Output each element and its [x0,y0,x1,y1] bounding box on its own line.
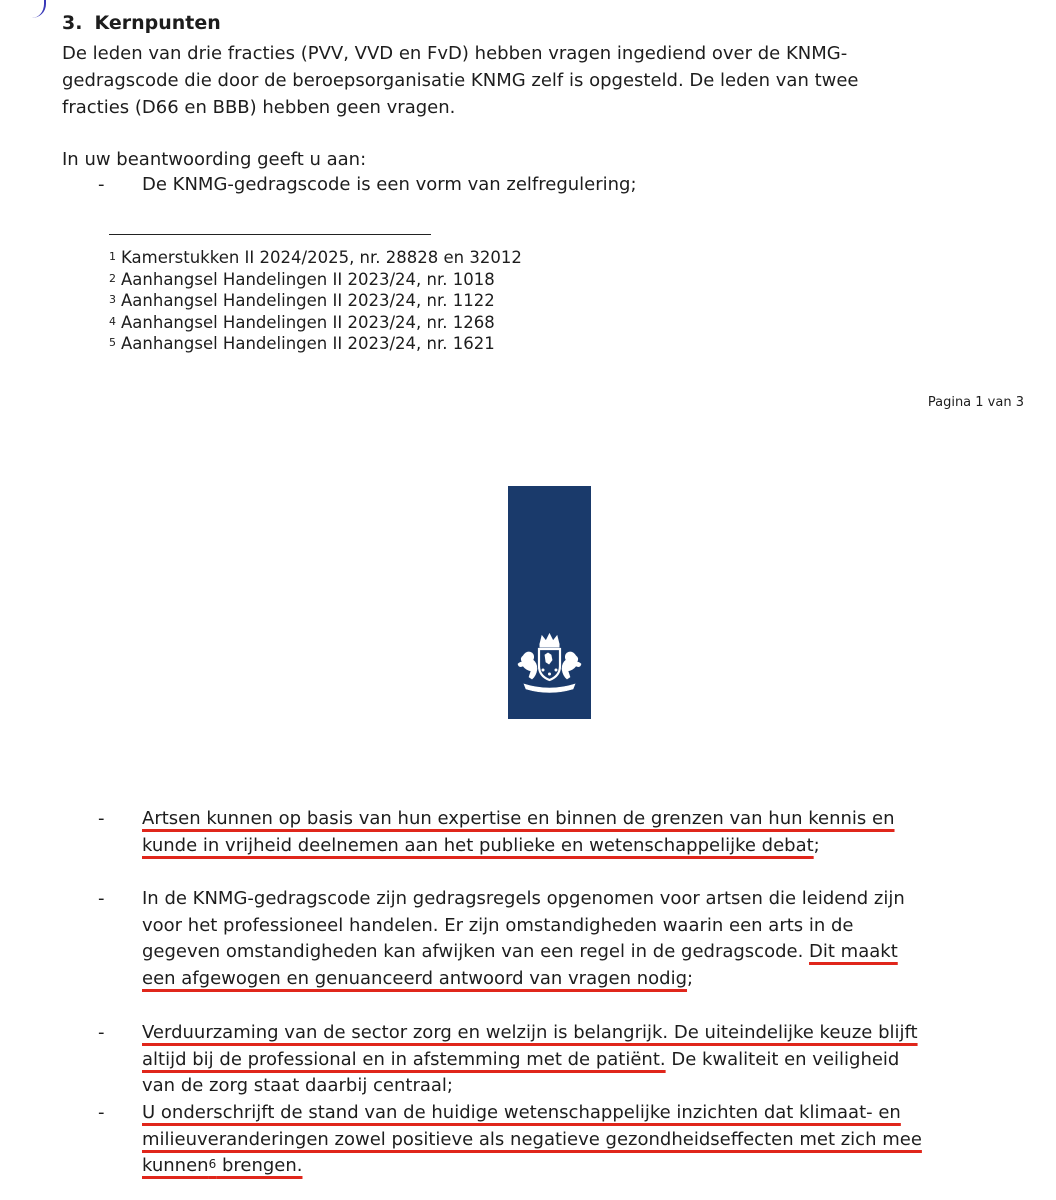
footnote-number: 4 [109,314,116,328]
bullet-dash: - [98,1022,105,1043]
underlined-text: U onderschrijft de stand van de huidige wetenschappelijke inzichten dat klimaat- en milieuveranderingen zowel positieve als negatieve gezondheidseffecten met zich mee kunnen$^6$ brengen. [142,1102,922,1177]
page-number: Pagina 1 van 3 [927,395,1024,410]
footnote-text: Kamerstukken II 2024/2025, nr. 28828 en 32012 [121,248,522,267]
footnote [109,333,709,355]
section-heading [62,12,221,34]
footnote-number: 5 [109,336,116,349]
underlined-text: Verduurzaming van de sector zorg en welzijn is belangrijk. De uiteindelijke keuze blijft altijd bij de professional en in afstemming met de patiënt. [142,1022,918,1070]
footnote-text: Aanhangsel Handelingen II 2023/24, nr. 1621 [121,334,495,353]
footnote [109,269,709,291]
bullet-text [142,1100,922,1180]
bullet-dash: - [98,808,105,829]
section-number: 3. [62,12,83,34]
footnote-number: 3 [109,293,116,306]
pen-mark [30,0,46,18]
intro-paragraph: De leden van drie fracties (PVV, VVD en FvD) hebben vragen ingediend over de KNMG-gedragscode die door de beroepsorganisatie KNMG zelf is opgesteld. De leden van twee fracties (D66 en BBB) hebben geen vragen. [62,43,859,118]
bullet-dash: - [98,174,105,195]
bullet-text: Verduurzaming van de sector zorg en welzijn is belangrijk. De uiteindelijke keuze blijft altijd bij de professional en in afstemming met de patiënt. De kwaliteit en veiligheid van de zorg staat daarbij centraal; [142,1022,918,1097]
bullet-text: De KNMG-gedragscode is een vorm van zelfregulering; [142,174,637,195]
footnote-reference: 6 [208,1157,217,1172]
section-title: Kernpunten [94,12,221,34]
footnote-text: Aanhangsel Handelingen II 2023/24, nr. 1268 [121,312,495,332]
footnote-number: 1 [109,250,116,263]
underlined-text: Dit maakt een afgewogen en genuanceerd antwoord van vragen nodig [142,941,898,990]
lead-sentence: In uw beantwoording geeft u aan: [62,149,367,170]
coat-of-arms-icon [515,630,584,694]
footnote-text: Aanhangsel Handelingen II 2023/24, nr. 1018 [121,269,495,289]
bullet-text: In de KNMG-gedragscode zijn gedragsregels opgenomen voor artsen die leidend zijn voor het professioneel handelen. Er zijn omstandigheden waarin een arts in de gegeven omstandigheden kan afwijken van een regel in de gedragscode. Dit maakt een afgewogen en genuanceerd antwoord van vragen nodig; [142,888,905,990]
rijksoverheid-logo [508,486,591,719]
bullet-dash: - [98,1102,105,1123]
bullet-dash: - [98,888,105,909]
bullet-text: Artsen kunnen op basis van hun expertise en binnen de grenzen van hun kennis en kunde in vrijheid deelnemen aan het publieke en wetenschappelijke debat; [142,808,895,856]
footnote [109,290,709,312]
footnote-divider [109,234,431,235]
underlined-text: Artsen kunnen op basis van hun expertise en binnen de grenzen van hun kennis en kunde in vrijheid deelnemen aan het publieke en wetenschappelijke debat [142,808,895,856]
footnote [109,312,709,334]
footnote-number: 2 [109,271,116,285]
footnote-list [109,247,709,355]
footnote [109,247,709,269]
footnote-text: Aanhangsel Handelingen II 2023/24, nr. 1122 [121,291,495,310]
